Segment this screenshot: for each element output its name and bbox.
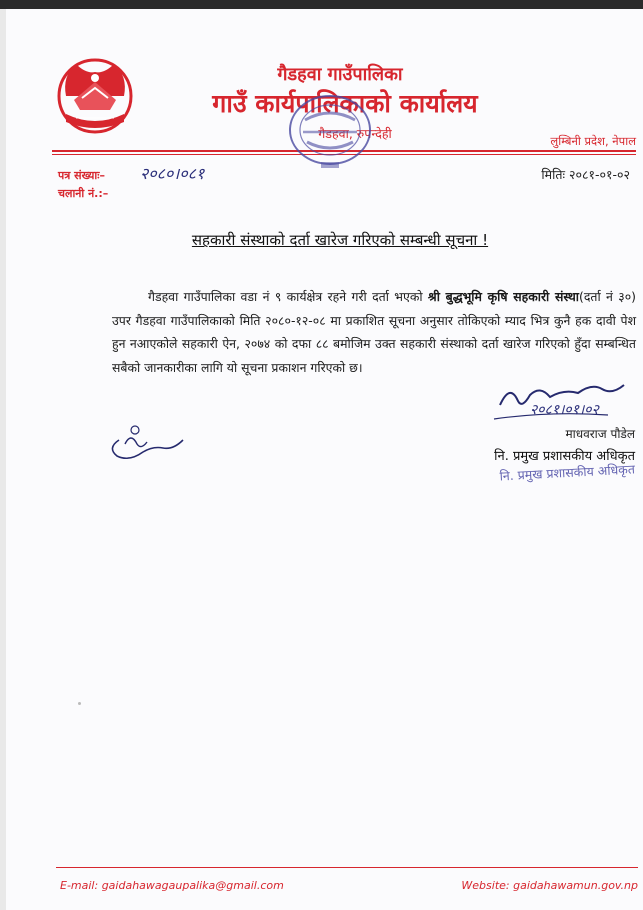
office-seal-stamp-icon	[283, 90, 377, 174]
dispatch-no-label: चलानी नं.:–	[58, 187, 109, 200]
notice-subject: सहकारी संस्थाको दर्ता खारेज गरिएको सम्बन्धी सूचना !	[191, 231, 489, 249]
body-text-2: (दर्ता नं ३०) उपर गैडहवा गाउँपालिकाको मिति २०८०-१२-०८ मा प्रकाशित सूचना अनुसार तोकिएको म्याद भित्र कुनै हक दावी पेश हुन नआएकोले सहकारी ऐन, २०७४ को दफा ८८ बमोजिम उक्त सहकारी संस्थाको दर्ता खारेज गरिएको हुँदा सम्बन्धित सबैको जानकारीका लागि यो सूचना प्रकाशन गरिएको छ।	[112, 289, 636, 375]
signature-date: २०८१।०१।०२	[530, 402, 599, 418]
province-label: लुम्बिनी प्रदेश, नेपाल	[550, 134, 636, 148]
letter-no-value: २०८०।०८१	[140, 164, 205, 183]
notice-paragraph	[112, 285, 636, 379]
signatory-title-stamp: नि. प्रमुख प्रशासकीय अधिकृत	[499, 461, 636, 484]
organization-name: श्री बुद्धभूमि कृषि सहकारी संस्था	[427, 289, 580, 304]
signatory-name: माधवराज पौडेल	[565, 427, 635, 441]
handwritten-initials-icon	[103, 418, 189, 464]
municipality-name: गैडहवा गाउँपालिका	[277, 64, 403, 85]
nepal-emblem-icon	[52, 52, 138, 138]
office-name: गाउँ कार्यपालिकाको कार्यालय	[212, 89, 478, 118]
footer-rule	[56, 867, 638, 868]
office-address: गैडहवा, रुपन्देही	[318, 126, 392, 141]
scan-top-edge	[0, 0, 643, 9]
letter-date: मितिः २०८१-०१-०२	[541, 167, 630, 182]
letter-no-label: पत्र संख्याः–	[58, 169, 105, 182]
notice-body	[112, 285, 636, 379]
footer-email: E-mail: gaidahawagaupalika@gmail.com	[60, 879, 284, 892]
signatory-title: नि. प्रमुख प्रशासकीय अधिकृत	[494, 449, 635, 464]
body-text-1: गैडहवा गाउँपालिका वडा नं ९ कार्यक्षेत्र रहने गरी दर्ता भएको	[148, 289, 428, 304]
footer-website: Website: gaidahawamun.gov.np	[461, 879, 638, 892]
scan-speck	[78, 702, 81, 705]
